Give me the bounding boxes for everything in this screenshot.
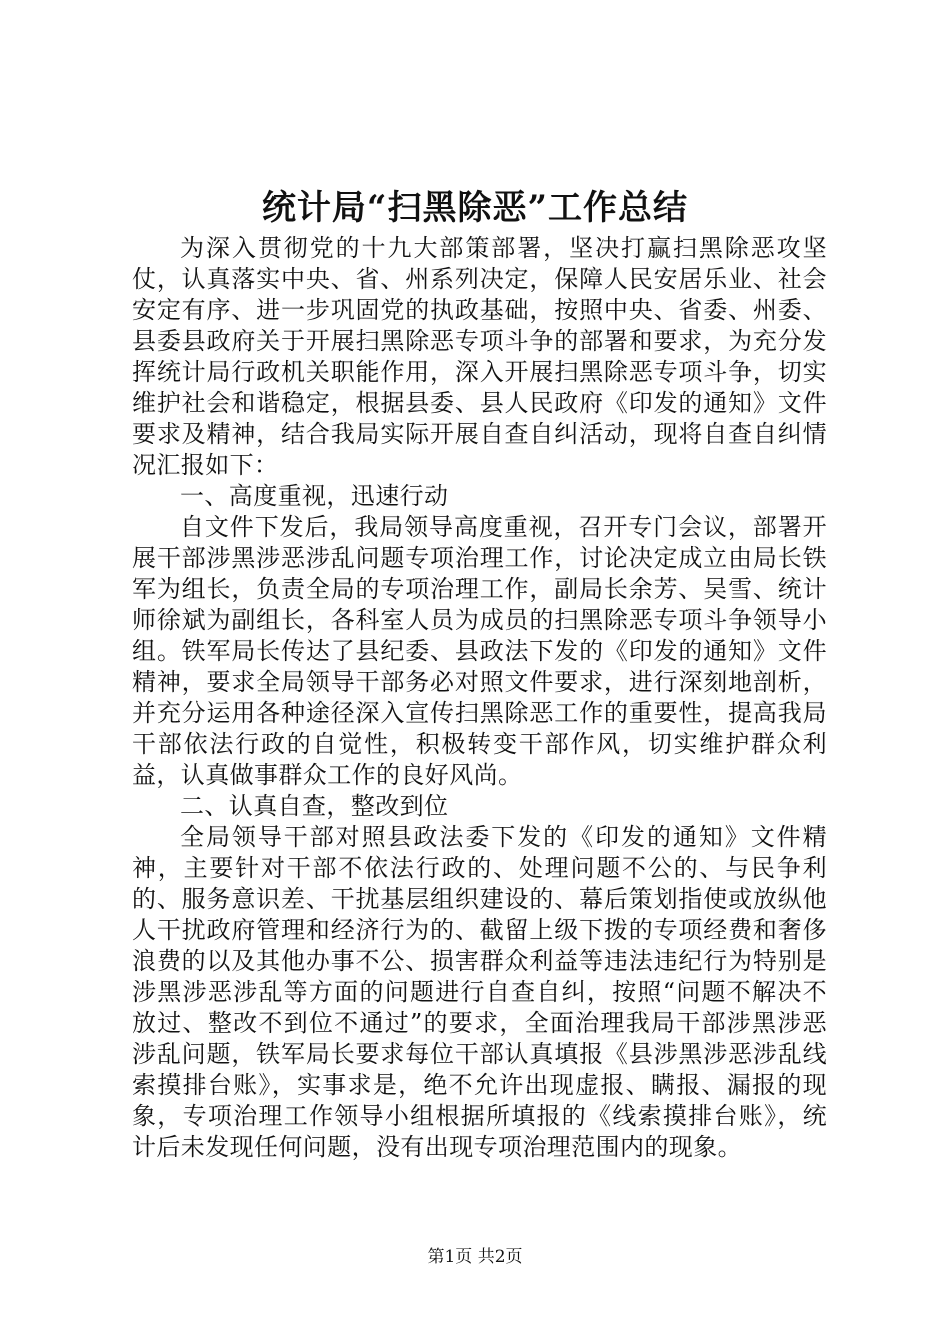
document-title: 统计局“扫黑除恶”工作总结 bbox=[261, 188, 689, 228]
section-heading-2: 二、认真自查，整改到位 bbox=[180, 792, 449, 820]
page-number-footer: 第1页 共2页 bbox=[427, 1247, 523, 1267]
section-1-paragraph: 自文件下发后，我局领导高度重视，召开专门会议，部署开展干部涉黑涉恶涉乱问题专项治理工作，讨论决定成立由局长铁军为组长，负责全局的专项治理工作，副局长余芳、吴雪、统计师徐斌为副组长，各科室人员为成员的扫黑除恶专项斗争领导小组。铁军局长传达了县纪委、县政法下发的《印发的通知》文件精神，要求全局领导干部务必对照文件要求，进行深刻地剖析，并充分运用各种途径深入宣传扫黑除恶工作的重要性，提高我局干部依法行政的自觉性，积极转变干部作风，切实维护群众利益，认真做事群众工作的良好风尚。 bbox=[132, 513, 827, 789]
document-body bbox=[132, 233, 827, 1163]
section-heading-1: 一、高度重视，迅速行动 bbox=[180, 482, 449, 510]
intro-paragraph: 为深入贯彻党的十九大部策部署，坚决打赢扫黑除恶攻坚仗，认真落实中央、省、州系列决定，保障人民安居乐业、社会安定有序、进一步巩固党的执政基础，按照中央、省委、州委、县委县政府关于开展扫黑除恶专项斗争的部署和要求，为充分发挥统计局行政机关职能作用，深入开展扫黑除恶专项斗争，切实维护社会和谐稳定，根据县委、县人民政府《印发的通知》文件要求及精神，结合我局实际开展自查自纠活动，现将自查自纠情况汇报如下： bbox=[132, 234, 827, 479]
section-2-paragraph: 全局领导干部对照县政法委下发的《印发的通知》文件精神，主要针对干部不依法行政的、处理问题不公的、与民争利的、服务意识差、干扰基层组织建设的、幕后策划指使或放纵他人干扰政府管理和经济行为的、截留上级下拨的专项经费和奢侈浪费的以及其他办事不公、损害群众利益等违法违纪行为特别是涉黑涉恶涉乱等方面的问题进行自查自纠，按照“问题不解决不放过、整改不到位不通过”的要求，全面治理我局干部涉黑涉恶涉乱问题，铁军局长要求每位干部认真填报《县涉黑涉恶涉乱线索摸排台账》，实事求是，绝不允许出现虚报、瞒报、漏报的现象，专项治理工作领导小组根据所填报的《线索摸排台账》，统计后未发现任何问题，没有出现专项治理范围内的现象。 bbox=[132, 823, 827, 1161]
